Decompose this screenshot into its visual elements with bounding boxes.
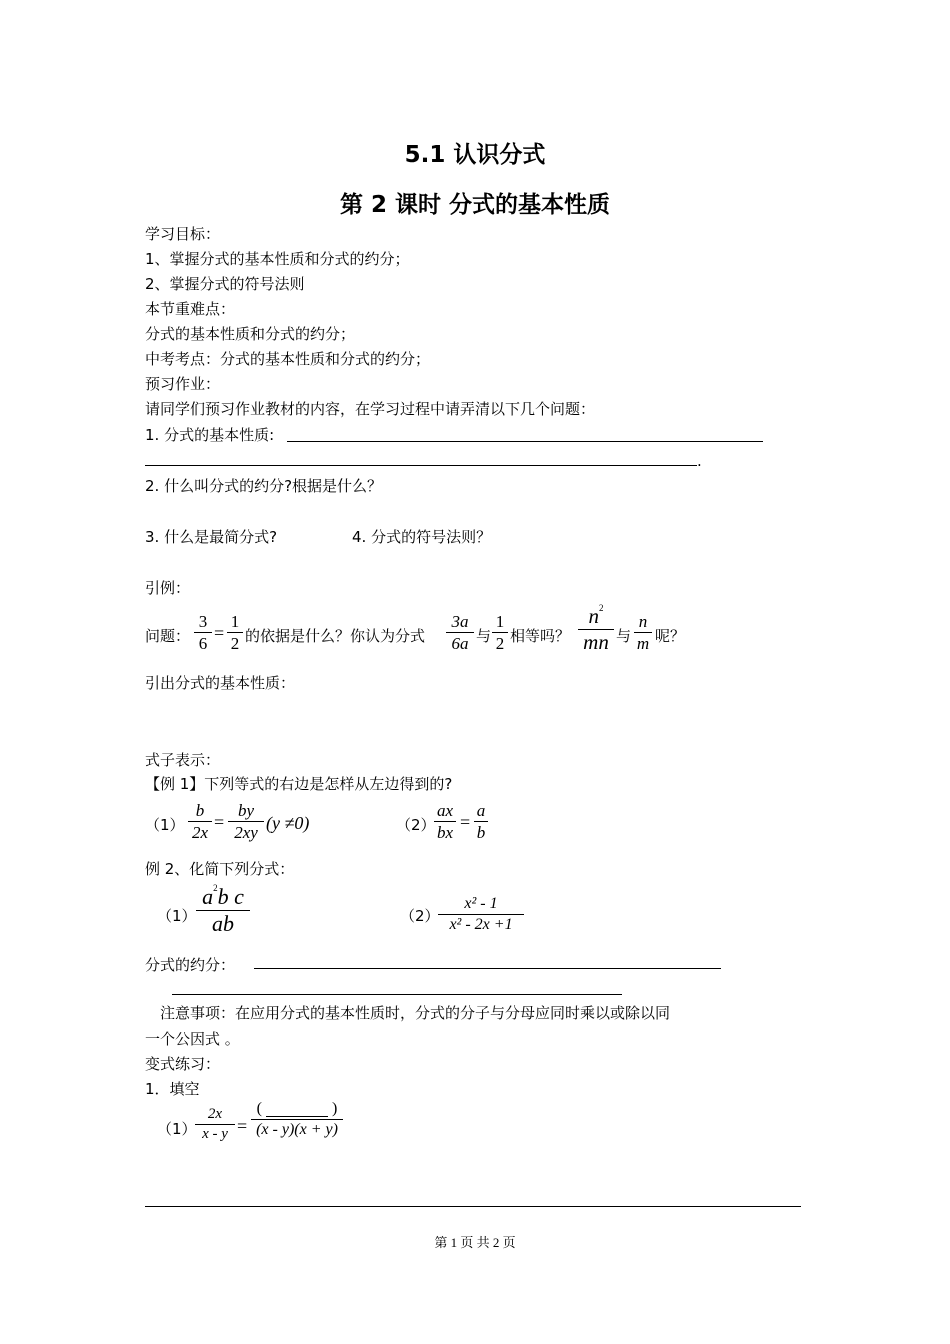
fraction: 3 6 [194, 613, 212, 652]
equals-sign: = [237, 1116, 248, 1136]
question-3: 3. 什么是最简分式? [145, 528, 278, 546]
fraction: by 2xy [228, 802, 264, 841]
fraction: ( ) (x - y)(x + y) [251, 1101, 343, 1138]
equals-sign: = [214, 623, 225, 643]
goals-heading: 学习目标： [145, 225, 221, 243]
formula-heading: 式子表示： [145, 751, 221, 769]
key-heading: 本节重难点： [145, 300, 236, 318]
intro-heading: 引例： [145, 579, 191, 597]
example-2: 例 2、化简下列分式： [145, 860, 295, 878]
note-line-1: 注意事项：在应用分式的基本性质时，分式的分子与分母应同时乘以或除以同 [160, 1004, 671, 1022]
question-mid-1: 的依据是什么？你认为分式 [245, 627, 426, 645]
fill-blank[interactable] [266, 1104, 328, 1117]
fraction: x² - 1 x² - 2x +1 [438, 896, 524, 933]
question-end: 呢？ [655, 627, 686, 645]
goal-1: 1、掌握分式的基本性质和分式的约分； [145, 250, 410, 268]
fraction: 1 2 [492, 613, 508, 652]
footer-rule [145, 1206, 801, 1207]
fill-heading: 1．填空 [145, 1080, 200, 1098]
example-1-label-2: （2） [396, 816, 436, 834]
question-4: 4. 分式的符号法则？ [352, 528, 492, 546]
blank-line [172, 994, 622, 995]
goal-2: 2、掌握分式的符号法则 [145, 275, 305, 293]
example-2-label-2: （2） [400, 907, 440, 925]
derive-text: 引出分式的基本性质： [145, 674, 296, 692]
blank-line [287, 441, 763, 442]
fraction: a b [474, 802, 488, 841]
preview-intro: 请同学们预习作业教材的内容，在学习过程中请弄清以下几个问题： [145, 400, 596, 418]
fraction: n m [634, 613, 652, 652]
fraction: 1 2 [227, 613, 243, 652]
fraction: b 2x [188, 802, 212, 841]
fraction: $n^2$ mn [578, 606, 614, 653]
fraction: 2x x - y [195, 1107, 235, 1142]
page-title: 5.1 认识分式 [404, 142, 546, 168]
page-subtitle: 第 2 课时 分式的基本性质 [339, 192, 611, 218]
question-1: 1. 分式的基本性质: [145, 426, 275, 444]
preview-heading: 预习作业： [145, 375, 221, 393]
blank-line [145, 465, 697, 466]
equals-sign: = [214, 812, 225, 832]
equals-sign: = [460, 812, 471, 832]
question-mid-2: 与 [476, 627, 492, 645]
question-prefix: 问题： [145, 627, 191, 645]
note-line-2: 一个公因式 。 [145, 1030, 240, 1048]
question-mid-3: 相等吗？ [510, 627, 571, 645]
question-1-end: . [697, 452, 702, 470]
blank-line [254, 968, 721, 969]
practice-heading: 变式练习： [145, 1055, 221, 1073]
practice-label-1: （1） [157, 1120, 197, 1138]
fraction: ax bx [434, 802, 456, 841]
fraction: 3a 6a [446, 613, 474, 652]
condition: (y ≠0) [266, 813, 310, 833]
question-2: 2. 什么叫分式的约分?根据是什么？ [145, 477, 383, 495]
question-mid-4: 与 [616, 627, 632, 645]
exam-text: 中考考点：分式的基本性质和分式的约分； [145, 350, 431, 368]
key-text: 分式的基本性质和分式的约分； [145, 325, 356, 343]
page-number: 第 1 页 共 2 页 [434, 1235, 516, 1250]
example-1: 【例 1】下列等式的右边是怎样从左边得到的? [145, 775, 453, 793]
example-1-label-1: （1） [145, 816, 185, 834]
example-2-label-1: （1） [157, 907, 197, 925]
fraction: $a^2b$ c ab [196, 886, 250, 935]
reduce-label: 分式的约分： [145, 956, 236, 974]
